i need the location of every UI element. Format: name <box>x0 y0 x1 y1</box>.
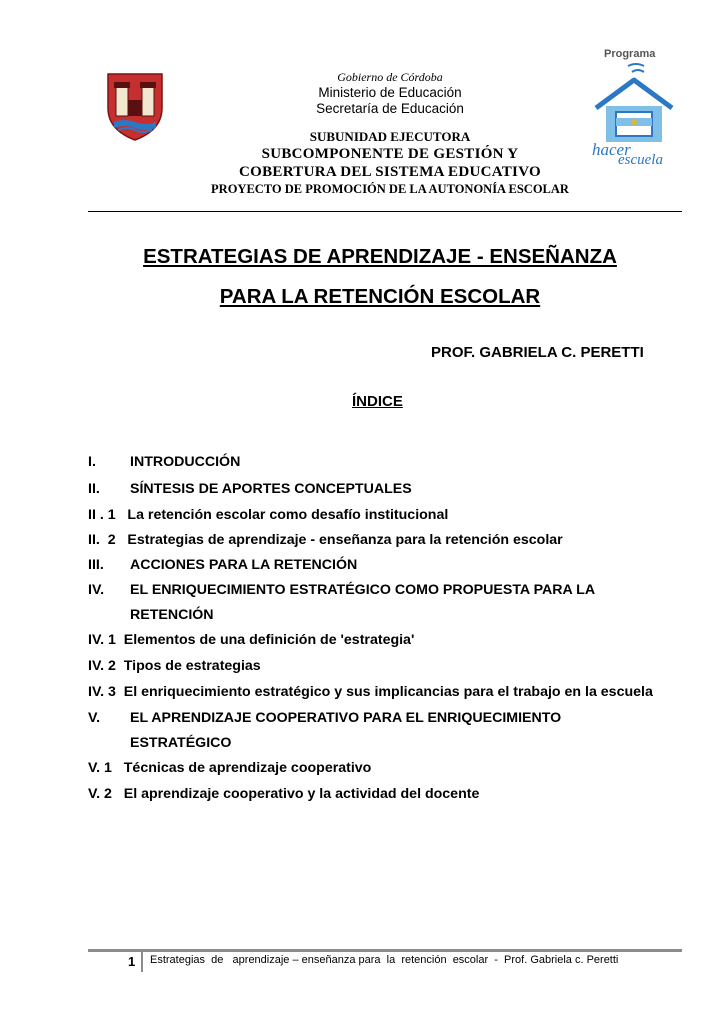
toc-entry: II . 1 La retención escolar como desafío institucional <box>88 507 449 523</box>
unit-name: SUBUNIDAD EJECUTORA <box>309 129 471 144</box>
toc-entry: EL ENRIQUECIMIENTO ESTRATÉGICO COMO PROPUESTA PARA LA <box>130 582 596 598</box>
hacer-escuela-logo <box>588 48 680 168</box>
toc-entry: EL APRENDIZAJE COOPERATIVO PARA EL ENRIQUECIMIENTO <box>130 710 562 726</box>
toc-number: IV. <box>88 582 105 598</box>
toc-number: V. <box>88 710 101 726</box>
document-title-line1: ESTRATEGIAS DE APRENDIZAJE - ENSEÑANZA <box>143 245 617 268</box>
secretary-name: Secretaría de Educación <box>316 101 464 116</box>
page-number: 1 <box>128 954 136 969</box>
hacer-script: hacer <box>592 140 631 159</box>
footer-text: Estrategias de aprendizaje – enseñanza para la retención escolar - Prof. Gabriela c. Peretti <box>150 954 619 966</box>
footer-divider <box>88 949 682 952</box>
author-name: PROF. GABRIELA C. PERETTI <box>431 344 644 361</box>
toc-entry: IV. 2 Tipos de estrategias <box>88 658 261 674</box>
toc-entry: IV. 1 Elementos de una definición de 'estrategia' <box>88 632 415 648</box>
header-divider <box>88 211 682 212</box>
toc-entry: INTRODUCCIÓN <box>130 454 241 470</box>
escuela-script: escuela <box>618 152 663 168</box>
toc-entry: ESTRATÉGICO <box>130 735 232 751</box>
government-name: Gobierno de Córdoba <box>337 70 443 84</box>
toc-entry: II. 2 Estrategias de aprendizaje - enseñanza para la retención escolar <box>88 532 563 548</box>
toc-number: I. <box>88 454 96 470</box>
toc-entry: IV. 3 El enriquecimiento estratégico y sus implicancias para el trabajo en la escuela <box>88 684 653 700</box>
toc-entry: V. 2 El aprendizaje cooperativo y la actividad del docente <box>88 786 480 802</box>
toc-number: II. <box>88 481 100 497</box>
toc-entry: V. 1 Técnicas de aprendizaje cooperativo <box>88 760 372 776</box>
document-title-line2: PARA LA RETENCIÓN ESCOLAR <box>219 285 541 308</box>
footer-separator <box>141 950 143 972</box>
toc-entry: ACCIONES PARA LA RETENCIÓN <box>130 557 358 573</box>
toc-entry: SÍNTESIS DE APORTES CONCEPTUALES <box>130 481 412 497</box>
project-name: PROYECTO DE PROMOCIÓN DE LA AUTONONÍA ESCOLAR <box>211 182 569 196</box>
toc-entry: RETENCIÓN <box>130 607 214 623</box>
programa-label: Programa <box>604 48 656 60</box>
subcomponent-line2: COBERTURA DEL SISTEMA EDUCATIVO <box>238 164 541 180</box>
subcomponent-line1: SUBCOMPONENTE DE GESTIÓN Y <box>261 146 519 162</box>
index-heading: ÍNDICE <box>352 393 403 410</box>
ministry-name: Ministerio de Educación <box>318 85 462 100</box>
toc-number: III. <box>88 557 104 573</box>
